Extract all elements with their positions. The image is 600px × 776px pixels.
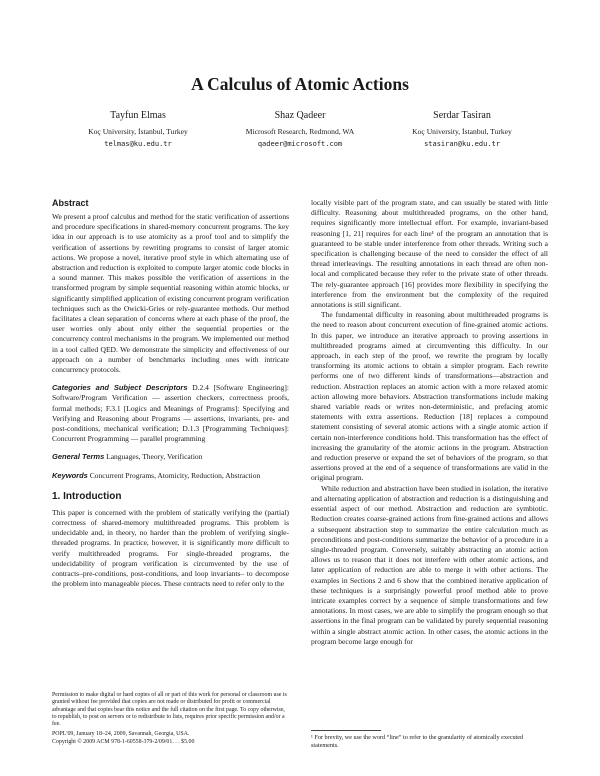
footnote-text: ¹ For brevity, we use the word “line” to refer to the granularity of atomically executed statements. <box>311 734 524 749</box>
keywords-text: Concurrent Programs, Atomicity, Reduction, Abstraction <box>89 470 261 480</box>
permission-text: Permission to make digital or hard copies of all or part of this work for personal or classroom use is granted without fee provided that copies are not made or distributed for profit or commercial advantage and that copies bear this notice and the full citation on the first page. To copy otherwise, to republish, to post on servers or to redistribute to lists, requires prior specific permission and/or a fee. <box>52 692 287 728</box>
author-affiliation: Microsoft Research, Redmond, WA <box>245 127 355 136</box>
author-name: Serdar Tasiran <box>433 110 491 121</box>
abstract-text: We present a proof calculus and method for the static verification of assertions and procedure specifications in shared-memory concurrent programs. The key idea in our approach is to use atomicity as a proof tool and to simplify the verification of assertions by rewriting programs to consist of larger atomic actions. We propose a novel, iterative proof style in which alternating use of abstraction and reduction is exploited to compute larger atomic code blocks in a sound manner. This makes possible the verification of assertions in the transformed program by simple sequential reasoning within atomic blocks, or significantly simplified application of existing concurrent program verification techniques such as the Owicki-Gries or rely-guarantee methods. Our method facilitates a clean separation of concerns where at each phase of the proof, the user worries only about only either the sequential properties or the concurrency control mechanisms in the program. We implemented our method in a tool called QED. We demonstrate the simplicity and effectiveness of our approach on a number of benchmarks including ones with intricate concurrency protocols. <box>52 212 289 375</box>
author-affiliation: Koç University, İstanbul, Turkey <box>88 127 188 136</box>
keywords-lead: Keywords <box>52 470 88 480</box>
author-affiliation: Koç University, İstanbul, Turkey <box>412 127 512 136</box>
categories-lead: Categories and Subject Descriptors <box>52 383 188 393</box>
paper-title: A Calculus of Atomic Actions <box>191 74 409 94</box>
keywords-paragraph <box>52 471 289 481</box>
abstract-heading: Abstract <box>52 198 89 208</box>
general-terms-paragraph <box>52 452 289 462</box>
general-terms-lead: General Terms <box>52 452 105 462</box>
categories-paragraph <box>52 383 289 444</box>
introduction-paragraph: locally visible part of the program state, and can usually be stated with little difficulty. Reasoning about multithreaded programs, on the other hand, requires significantly more intellectual effort. For example, invariant-based reasoning [1, 21] requires for each line¹ of the program an annotation that is guaranteed to be stable under interference from other threads. Writing such a specification is challenging because of the need to consider the effect of all thread interleavings. The resulting annotations in each thread are often non-local and complicated because they refer to the private state of other threads. The rely-guarantee approach [16] provides more flexibility in specifying the interference from the environment but the complexity of the required annotations is still significant. <box>311 198 548 310</box>
introduction-heading: 1. Introduction <box>52 490 122 502</box>
permission-notice <box>52 692 289 746</box>
right-column <box>311 198 548 647</box>
general-terms-text: Languages, Theory, Verification <box>106 452 203 462</box>
introduction-paragraph: The fundamental difficulty in reasoning about multithreaded programs is the need to reason about concurrent execution of fine-grained atomic actions. In this paper, we introduce an iterative approach to proving assertions in multithreaded programs aimed at circumventing this difficulty. In our approach, in each step of the proof, we rewrite the program by locally transforming its atomic actions to obtain a simpler program. Each rewrite performs one of two different kinds of transformations—abstraction and reduction. Abstraction replaces an atomic action with a more relaxed atomic action allowing more behaviors. Abstraction transformations include making shared variable reads or writes non-deterministic, and prefacing atomic statements with extra assertions. Reduction [18] replaces a compound statement consisting of several atomic actions with a single atomic action if certain non-interference conditions hold. This transformation has the effect of increasing the granularity of the atomic actions in the program. Abstraction and reduction preserve or expand the set of behaviors of the program, so that assertions proved at the end of a sequence of transformations are valid in the original program. <box>311 310 548 483</box>
venue-text: POPL'09, January 18–24, 2009, Savannah, Georgia, USA. <box>52 731 190 738</box>
author-name: Tayfun Elmas <box>110 110 166 121</box>
categories-text: D.2.4 [Software Engineering]: Software/Program Verification — assertion checkers, correctness proofs, formal methods; F.3.1 [Logics and Meanings of Programs]: Specifying and Verifying and Reasoning about Programs — assertions, invariants, pre- and post-conditions, mechanical verification; D.1.3 [Programming Techniques]: Concurrent Programming — parallel programming <box>52 383 289 444</box>
copyright-text: Copyright © 2009 ACM 978-1-60558-379-2/09/01. . . $5.00 <box>52 738 195 745</box>
author-email: telmas@ku.edu.tr <box>104 140 172 148</box>
author-email: stasiran@ku.edu.tr <box>424 140 500 148</box>
author-email: qadeer@microsoft.com <box>257 140 343 148</box>
author-name: Shaz Qadeer <box>274 110 326 121</box>
introduction-paragraph: This paper is concerned with the problem of statically verifying the (partial) correctness of shared-memory multithreaded programs. This problem is undecidable and, in theory, no harder than the problem of verifying single-threaded programs. In practice, however, it is significantly more difficult to verify multithreaded programs. For single-threaded programs, the undecidability of program verification is circumvented by the use of contracts–pre-conditions, post-conditions, and loop invariants– to decompose the problem into manageable pieces. These contracts need to refer only to the <box>52 507 289 589</box>
footnote <box>311 730 548 749</box>
author-block <box>362 110 562 150</box>
footnote-rule <box>311 730 381 731</box>
introduction-paragraph: While reduction and abstraction have been studied in isolation, the iterative and alternating application of abstraction and reduction is a distinguishing and essential aspect of our method. Abstraction and reduction are symbiotic. Reduction creates coarse-grained actions from fine-grained actions and allows a subsequent abstraction step to summarize the entire calculation much as preconditions and post-conditions summarize the behavior of a procedure in a single-threaded program. Conversely, suitably abstracting an atomic action allows us to reason that it does not interfere with other atomic actions, and later application of reduction are able to merge it with other actions. The examples in Sections 2 and 6 show that the combined iterative application of these techniques is a surprisingly powerful proof method able to prove intricate examples correct by a sequence of simple transformations and few annotations. In most cases, we are able to simplify the program enough so that assertions in the final program can be validated by purely sequential reasoning within a single abstract atomic action. In other cases, the atomic actions in the program become large enough for <box>311 483 548 646</box>
left-column <box>52 198 289 590</box>
venue-block <box>52 731 289 746</box>
